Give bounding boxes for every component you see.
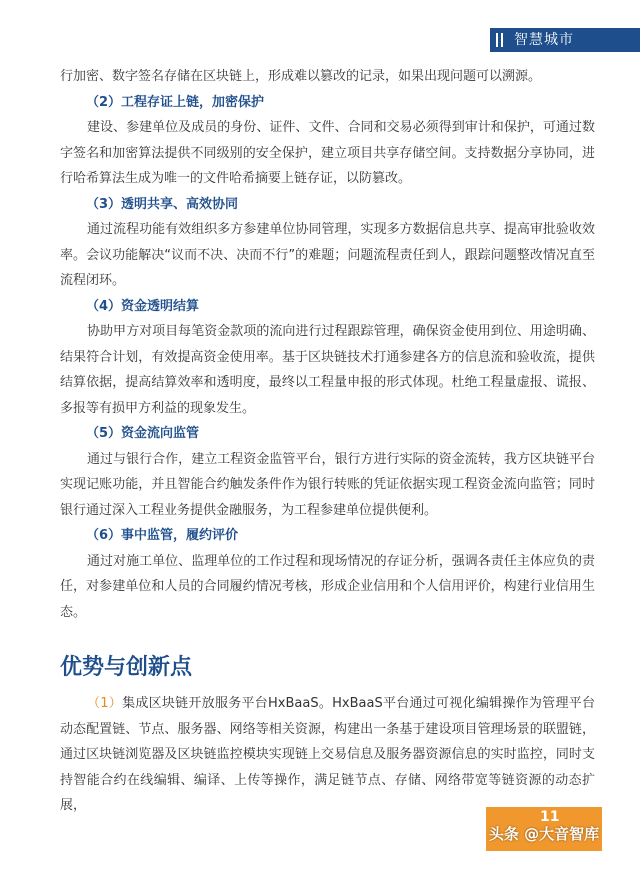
divider-bars-icon (496, 33, 506, 47)
advantage-item-1 (60, 691, 595, 819)
subheading-5: （5）资金流向监管 (86, 426, 200, 441)
paragraph-3: 通过流程功能有效组织多方参建单位协同管理，实现多方数据信息共享、提高审批验收效率。会议功能解决“议而不决、决而不行”的难题；问题流程责任到人，跟踪问题整改情况直至流程闭环。 (60, 222, 595, 288)
subheading-4: （4）资金透明结算 (86, 298, 200, 314)
subheading-2: （2）工程存证上链，加密保护 (86, 94, 265, 110)
page-badge (486, 807, 602, 851)
section-label: 智慧城市 (514, 32, 574, 48)
paragraph-5: 通过与银行合作，建立工程资金监管平台，银行方进行实际的资金流转，我方区块链平台实现记账功能，并且智能合约触发条件作为银行转账的凭证依据实现工程资金流向监管；同时银行通过深入工程业务提供金融服务，为工程参建单位提供便利。 (60, 451, 595, 518)
page-number: 11 (540, 809, 560, 825)
item-number: （1） (87, 696, 123, 711)
paragraph-4: 协助甲方对项目每笔资金款项的流向进行过程跟踪管理，确保资金使用到位、用途明确、结果符合计划，有效提高资金使用率。基于区块链技术打通参建各方的信息流和验收流，提供结算依据，提高结算效率和透明度，最终以工程量申报的形式体现。杜绝工程量虚报、谎报、多报等有损甲方利益的现象发生。 (60, 324, 595, 416)
paragraph-6: 通过对施工单位、监理单位的工作过程和现场情况的存证分析，强调各责任主体应负的责任，对参建单位和人员的合同履约情况考核，形成企业信用和个人信用评价，构建行业信用生态。 (60, 553, 595, 620)
article-body (60, 64, 595, 819)
subheading-6: （6）事中监管，履约评价 (86, 528, 239, 543)
watermark: 头条 @大音智库 (488, 825, 600, 843)
paragraph-2: 建设、参建单位及成员的身份、证件、文件、合同和交易必须得到审计和保护，可通过数字签名和加密算法提供不同级别的安全保护，建立项目共享存储空间。支持数据分享协同，进行哈希算法生成为唯一的文件哈希摘要上链存证，以防篡改。 (60, 120, 595, 186)
subheading-3: （3）透明共享、高效协同 (86, 196, 239, 212)
item-text: 集成区块链开放服务平台HxBaaS。HxBaaS平台通过可视化编辑操作为管理平台动态配置链、节点、服务器、网络等相关资源，构建出一条基于建设项目管理场景的联盟链，通过区块链浏览器及区块链监控模块实现链上交易信息及服务器资源信息的实时监控，同时支持智能合约在线编辑、编译、上传等操作，满足链节点、存储、网络带宽等链资源的动态扩展， (60, 696, 595, 813)
header-bar (0, 0, 640, 58)
section-title: 优势与创新点 (60, 655, 193, 680)
section-tab (490, 28, 640, 52)
paragraph-continued: 行加密、数字签名存储在区块链上，形成难以篡改的记录，如果出现问题可以溯源。 (60, 69, 542, 84)
